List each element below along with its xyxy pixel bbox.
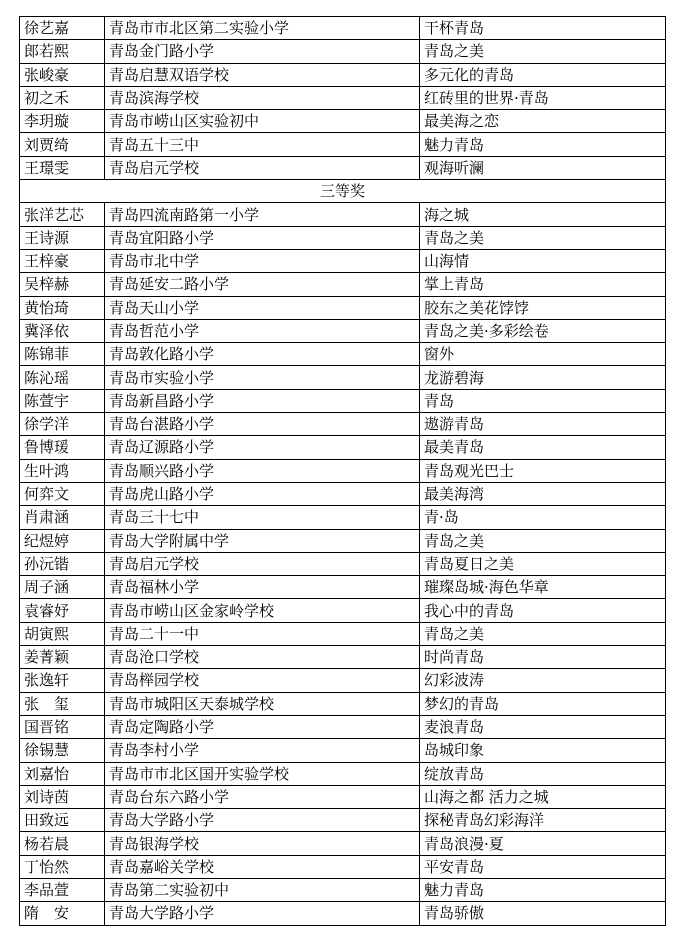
student-name-cell: 徐艺嘉	[20, 17, 105, 40]
table-row	[20, 669, 666, 692]
school-cell: 青岛台湛路小学	[105, 413, 420, 436]
artwork-title-cell: 绽放青岛	[420, 762, 666, 785]
artwork-title-cell: 梦幻的青岛	[420, 692, 666, 715]
table-row	[20, 413, 666, 436]
artwork-title-cell: 璀璨岛城·海色华章	[420, 576, 666, 599]
student-name-cell: 杨若晨	[20, 832, 105, 855]
student-name-cell: 隋 安	[20, 902, 105, 925]
student-name-cell: 周子涵	[20, 576, 105, 599]
table-row	[20, 739, 666, 762]
table-row	[20, 226, 666, 249]
school-cell: 青岛福林小学	[105, 576, 420, 599]
school-cell: 青岛五十三中	[105, 133, 420, 156]
student-name-cell: 王璟雯	[20, 156, 105, 179]
school-cell: 青岛榉园学校	[105, 669, 420, 692]
table-row	[20, 878, 666, 901]
table-row	[20, 203, 666, 226]
student-name-cell: 纪煜婷	[20, 529, 105, 552]
student-name-cell: 孙沅锴	[20, 552, 105, 575]
awards-table	[19, 16, 666, 926]
school-cell: 青岛第二实验初中	[105, 878, 420, 901]
artwork-title-cell: 平安青岛	[420, 855, 666, 878]
school-cell: 青岛虎山路小学	[105, 482, 420, 505]
school-cell: 青岛市崂山区实验初中	[105, 110, 420, 133]
table-row	[20, 366, 666, 389]
student-name-cell: 刘贾绮	[20, 133, 105, 156]
artwork-title-cell: 青岛浪漫·夏	[420, 832, 666, 855]
table-row	[20, 133, 666, 156]
student-name-cell: 姜菁颖	[20, 646, 105, 669]
table-row	[20, 552, 666, 575]
table-row	[20, 296, 666, 319]
school-cell: 青岛滨海学校	[105, 86, 420, 109]
school-cell: 青岛敦化路小学	[105, 343, 420, 366]
artwork-title-cell: 胶东之美花饽饽	[420, 296, 666, 319]
student-name-cell: 张峻豪	[20, 63, 105, 86]
table-row	[20, 809, 666, 832]
table-row	[20, 436, 666, 459]
school-cell: 青岛三十七中	[105, 506, 420, 529]
table-row	[20, 599, 666, 622]
table-row	[20, 622, 666, 645]
artwork-title-cell: 魅力青岛	[420, 133, 666, 156]
school-cell: 青岛银海学校	[105, 832, 420, 855]
student-name-cell: 田致远	[20, 809, 105, 832]
artwork-title-cell: 青岛夏日之美	[420, 552, 666, 575]
artwork-title-cell: 观海听澜	[420, 156, 666, 179]
artwork-title-cell: 红砖里的世界·青岛	[420, 86, 666, 109]
table-row	[20, 762, 666, 785]
student-name-cell: 袁睿妤	[20, 599, 105, 622]
student-name-cell: 李玥璇	[20, 110, 105, 133]
school-cell: 青岛李村小学	[105, 739, 420, 762]
table-row	[20, 63, 666, 86]
table-row	[20, 343, 666, 366]
student-name-cell: 郎若熙	[20, 40, 105, 63]
table-row	[20, 576, 666, 599]
artwork-title-cell: 最美青岛	[420, 436, 666, 459]
school-cell: 青岛金门路小学	[105, 40, 420, 63]
table-row	[20, 17, 666, 40]
student-name-cell: 胡寅熙	[20, 622, 105, 645]
school-cell: 青岛沧口学校	[105, 646, 420, 669]
table-row	[20, 156, 666, 179]
table-row	[20, 832, 666, 855]
school-cell: 青岛宜阳路小学	[105, 226, 420, 249]
student-name-cell: 刘嘉怡	[20, 762, 105, 785]
school-cell: 青岛市崂山区金家岭学校	[105, 599, 420, 622]
table-row	[20, 646, 666, 669]
school-cell: 青岛大学附属中学	[105, 529, 420, 552]
artwork-title-cell: 海之城	[420, 203, 666, 226]
school-cell: 青岛顺兴路小学	[105, 459, 420, 482]
student-name-cell: 张洋艺芯	[20, 203, 105, 226]
artwork-title-cell: 我心中的青岛	[420, 599, 666, 622]
student-name-cell: 生叶鸿	[20, 459, 105, 482]
section-title: 三等奖	[20, 180, 666, 203]
table-row	[20, 459, 666, 482]
school-cell: 青岛嘉峪关学校	[105, 855, 420, 878]
student-name-cell: 鲁博瑗	[20, 436, 105, 459]
student-name-cell: 徐锡慧	[20, 739, 105, 762]
student-name-cell: 陈沁瑶	[20, 366, 105, 389]
artwork-title-cell: 多元化的青岛	[420, 63, 666, 86]
artwork-title-cell: 青·岛	[420, 506, 666, 529]
student-name-cell: 肖肃涵	[20, 506, 105, 529]
artwork-title-cell: 青岛之美	[420, 226, 666, 249]
artwork-title-cell: 麦浪青岛	[420, 715, 666, 738]
section-header-row	[20, 180, 666, 203]
school-cell: 青岛市实验小学	[105, 366, 420, 389]
table-row	[20, 40, 666, 63]
school-cell: 青岛启元学校	[105, 156, 420, 179]
table-row	[20, 902, 666, 925]
artwork-title-cell: 青岛之美	[420, 622, 666, 645]
artwork-title-cell: 干杯青岛	[420, 17, 666, 40]
student-name-cell: 徐学洋	[20, 413, 105, 436]
student-name-cell: 陈萱宇	[20, 389, 105, 412]
student-name-cell: 丁怡然	[20, 855, 105, 878]
school-cell: 青岛二十一中	[105, 622, 420, 645]
table-row	[20, 506, 666, 529]
school-cell: 青岛启元学校	[105, 552, 420, 575]
school-cell: 青岛市北中学	[105, 249, 420, 272]
school-cell: 青岛哲范小学	[105, 319, 420, 342]
school-cell: 青岛延安二路小学	[105, 273, 420, 296]
artwork-title-cell: 龙游碧海	[420, 366, 666, 389]
student-name-cell: 冀泽依	[20, 319, 105, 342]
table-row	[20, 319, 666, 342]
table-row	[20, 482, 666, 505]
artwork-title-cell: 岛城印象	[420, 739, 666, 762]
artwork-title-cell: 青岛	[420, 389, 666, 412]
student-name-cell: 何弈文	[20, 482, 105, 505]
school-cell: 青岛启慧双语学校	[105, 63, 420, 86]
table-row	[20, 110, 666, 133]
student-name-cell: 张 玺	[20, 692, 105, 715]
table-row	[20, 389, 666, 412]
artwork-title-cell: 青岛观光巴士	[420, 459, 666, 482]
student-name-cell: 刘诗茵	[20, 785, 105, 808]
school-cell: 青岛辽源路小学	[105, 436, 420, 459]
artwork-title-cell: 魅力青岛	[420, 878, 666, 901]
school-cell: 青岛大学路小学	[105, 902, 420, 925]
student-name-cell: 陈锦菲	[20, 343, 105, 366]
artwork-title-cell: 青岛之美	[420, 529, 666, 552]
artwork-title-cell: 幻彩波涛	[420, 669, 666, 692]
artwork-title-cell: 青岛之美	[420, 40, 666, 63]
student-name-cell: 国晋铭	[20, 715, 105, 738]
artwork-title-cell: 山海情	[420, 249, 666, 272]
school-cell: 青岛市城阳区天泰城学校	[105, 692, 420, 715]
table-row	[20, 273, 666, 296]
student-name-cell: 初之禾	[20, 86, 105, 109]
table-row	[20, 86, 666, 109]
school-cell: 青岛新昌路小学	[105, 389, 420, 412]
school-cell: 青岛定陶路小学	[105, 715, 420, 738]
artwork-title-cell: 遨游青岛	[420, 413, 666, 436]
student-name-cell: 黄怡琦	[20, 296, 105, 319]
school-cell: 青岛台东六路小学	[105, 785, 420, 808]
school-cell: 青岛大学路小学	[105, 809, 420, 832]
artwork-title-cell: 青岛之美·多彩绘卷	[420, 319, 666, 342]
artwork-title-cell: 山海之都 活力之城	[420, 785, 666, 808]
table-row	[20, 785, 666, 808]
school-cell: 青岛天山小学	[105, 296, 420, 319]
table-row	[20, 692, 666, 715]
student-name-cell: 吴梓赫	[20, 273, 105, 296]
school-cell: 青岛市市北区国开实验学校	[105, 762, 420, 785]
artwork-title-cell: 青岛骄傲	[420, 902, 666, 925]
artwork-title-cell: 时尚青岛	[420, 646, 666, 669]
table-row	[20, 715, 666, 738]
artwork-title-cell: 窗外	[420, 343, 666, 366]
table-row	[20, 529, 666, 552]
awards-table-body	[20, 17, 666, 926]
artwork-title-cell: 探秘青岛幻彩海洋	[420, 809, 666, 832]
student-name-cell: 张逸轩	[20, 669, 105, 692]
student-name-cell: 王梓豪	[20, 249, 105, 272]
table-row	[20, 249, 666, 272]
student-name-cell: 李品萱	[20, 878, 105, 901]
student-name-cell: 王诗源	[20, 226, 105, 249]
artwork-title-cell: 最美海湾	[420, 482, 666, 505]
artwork-title-cell: 最美海之恋	[420, 110, 666, 133]
table-row	[20, 855, 666, 878]
school-cell: 青岛市市北区第二实验小学	[105, 17, 420, 40]
school-cell: 青岛四流南路第一小学	[105, 203, 420, 226]
artwork-title-cell: 掌上青岛	[420, 273, 666, 296]
